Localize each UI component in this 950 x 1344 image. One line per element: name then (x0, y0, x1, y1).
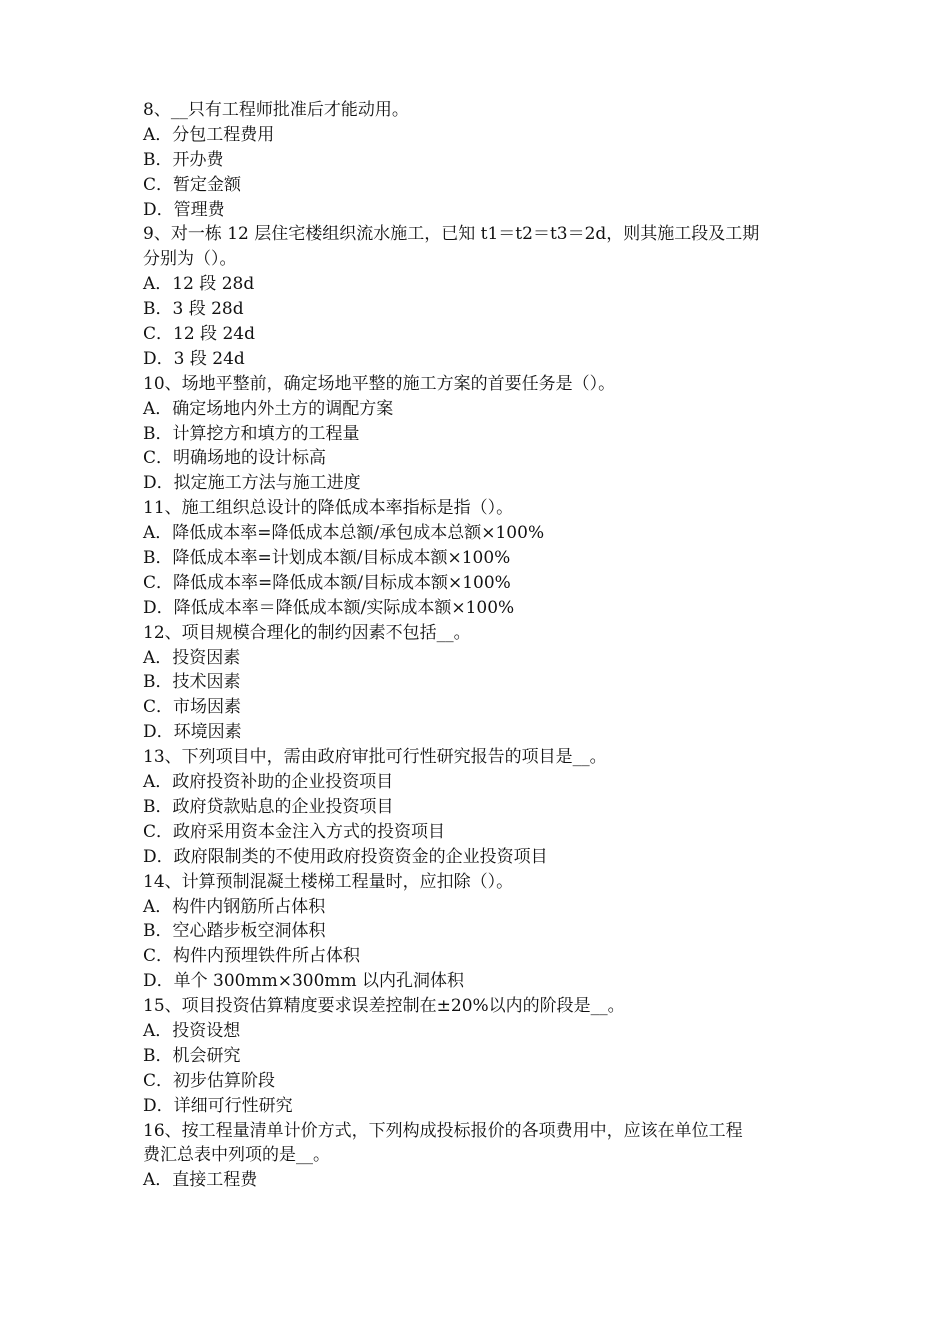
answer-option: D．拟定施工方法与施工进度 (143, 473, 361, 494)
answer-option: A．12 段 28d (143, 274, 255, 295)
answer-option: A．政府投资补助的企业投资项目 (143, 772, 394, 793)
answer-option: A．投资因素 (143, 647, 241, 668)
question-stem: 11、施工组织总设计的降低成本率指标是指（）。 (143, 498, 514, 519)
question-block (143, 870, 813, 994)
question-block (143, 496, 813, 620)
question-block (143, 98, 813, 222)
question-block (143, 994, 813, 1118)
answer-option: D．3 段 24d (143, 348, 245, 369)
answer-option: A．投资设想 (143, 1020, 241, 1041)
question-stem: 10、场地平整前，确定场地平整的施工方案的首要任务是（）。 (143, 373, 616, 394)
answer-option: B．机会研究 (143, 1045, 241, 1066)
answer-option: C．政府采用资本金注入方式的投资项目 (143, 821, 446, 842)
answer-option: C．12 段 24d (143, 324, 255, 345)
answer-option: D．环境因素 (143, 722, 242, 743)
answer-option: C．降低成本率=降低成本额/目标成本额×100% (143, 572, 511, 593)
answer-option: A．构件内钢筋所占体积 (143, 896, 326, 917)
answer-option: D．降低成本率＝降低成本额/实际成本额×100% (143, 597, 515, 618)
question-block (143, 1119, 813, 1194)
answer-option: A．分包工程费用 (143, 124, 275, 145)
answer-option: B．计算挖方和填方的工程量 (143, 423, 360, 444)
answer-option: B．技术因素 (143, 672, 241, 693)
answer-option: B．政府贷款贴息的企业投资项目 (143, 796, 394, 817)
question-block (143, 621, 813, 745)
answer-option: C．构件内预埋铁件所占体积 (143, 946, 361, 967)
question-stem: 14、计算预制混凝土楼梯工程量时，应扣除（）。 (143, 871, 514, 892)
answer-option: C．市场因素 (143, 697, 242, 718)
question-stem: 9、对一栋 12 层住宅楼组织流水施工，已知 t1＝t2＝t3＝2d，则其施工段及工期 (143, 224, 760, 245)
answer-option: D．单个 300mm×300mm 以内孔洞体积 (143, 971, 465, 992)
question-stem: 8、__只有工程师批准后才能动用。 (143, 100, 409, 120)
answer-option: D．详细可行性研究 (143, 1095, 293, 1116)
question-block (143, 745, 813, 869)
answer-option: C．明确场地的设计标高 (143, 448, 327, 469)
answer-option: A．确定场地内外土方的调配方案 (143, 398, 394, 419)
answer-option: B．开办费 (143, 149, 224, 170)
answer-option: A．直接工程费 (143, 1170, 258, 1191)
answer-option: B．降低成本率=计划成本额/目标成本额×100% (143, 548, 511, 569)
answer-option: D．政府限制类的不使用政府投资资金的企业投资项目 (143, 846, 548, 867)
question-block (143, 222, 813, 371)
answer-option: B．3 段 28d (143, 299, 244, 320)
question-stem: 15、项目投资估算精度要求误差控制在±20%以内的阶段是__。 (143, 996, 625, 1017)
question-stem: 13、下列项目中，需由政府审批可行性研究报告的项目是__。 (143, 747, 607, 768)
answer-option: B．空心踏步板空洞体积 (143, 921, 326, 942)
question-list (143, 98, 813, 1193)
question-stem: 费汇总表中列项的是__。 (143, 1145, 330, 1166)
answer-option: C．初步估算阶段 (143, 1070, 276, 1091)
answer-option: C．暂定金额 (143, 174, 242, 195)
answer-option: A．降低成本率=降低成本总额/承包成本总额×100% (143, 523, 545, 544)
question-stem: 16、按工程量清单计价方式，下列构成投标报价的各项费用中，应该在单位工程 (143, 1120, 743, 1141)
answer-option: D．管理费 (143, 199, 225, 220)
question-block (143, 372, 813, 496)
question-stem: 12、项目规模合理化的制约因素不包括__。 (143, 622, 471, 643)
question-stem: 分别为（）。 (143, 249, 237, 270)
